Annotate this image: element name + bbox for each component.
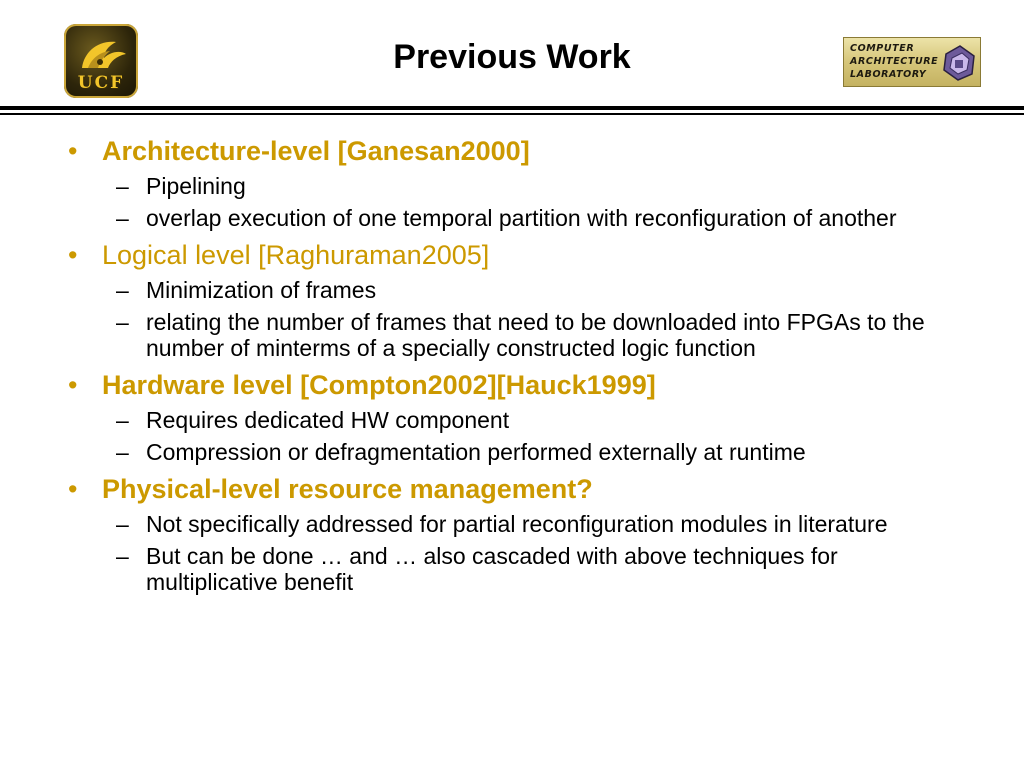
dash-marker: – xyxy=(116,439,129,465)
chip-icon xyxy=(942,44,976,82)
dash-marker: – xyxy=(116,407,129,433)
sub-bullet-text: Compression or defragmentation performed externally at runtime xyxy=(146,439,806,465)
dash-marker: – xyxy=(116,205,129,231)
title-divider-thin xyxy=(0,113,1024,115)
bullet-group xyxy=(0,239,1024,361)
bullet-item xyxy=(0,239,962,271)
page-title: Previous Work xyxy=(393,38,631,76)
sub-bullet-item xyxy=(0,511,946,537)
bullet-group xyxy=(0,135,1024,231)
sub-bullet-item xyxy=(0,277,946,303)
lab-logo xyxy=(843,37,981,87)
dash-marker: – xyxy=(116,511,129,537)
lab-logo-line: COMPUTER xyxy=(850,43,915,54)
bullet-text: Hardware level [Compton2002][Hauck1999] xyxy=(102,370,656,400)
bullet-marker: • xyxy=(68,240,78,270)
bullet-marker: • xyxy=(68,474,78,504)
sub-bullet-item xyxy=(0,439,946,465)
sub-bullet-text: But can be done … and … also cascaded with above techniques for multiplicative benefit xyxy=(146,543,838,595)
sub-bullet-item xyxy=(0,543,946,595)
dash-marker: – xyxy=(116,543,129,569)
sub-bullet-text: Minimization of frames xyxy=(146,277,377,303)
bullet-item xyxy=(0,473,962,505)
title-divider-thick xyxy=(0,106,1024,110)
sub-bullet-item xyxy=(0,205,946,231)
bullet-group xyxy=(0,473,1024,595)
bullet-text: Logical level [Raghuraman2005] xyxy=(102,240,490,270)
lab-logo-line: LABORATORY xyxy=(850,69,927,80)
sub-bullet-item xyxy=(0,407,946,433)
sub-bullet-text: overlap execution of one temporal partition with reconfiguration of another xyxy=(146,205,897,231)
sub-bullet-text: Requires dedicated HW component xyxy=(146,407,510,433)
sub-bullet-text: relating the number of frames that need to be downloaded into FPGAs to the number of minterms of a specially constructed logic function xyxy=(146,309,925,361)
bullet-text: Physical-level resource management? xyxy=(102,474,593,504)
dash-marker: – xyxy=(116,309,129,335)
sub-bullet-text: Not specifically addressed for partial reconfiguration modules in literature xyxy=(146,511,888,537)
dash-marker: – xyxy=(116,277,129,303)
bullet-marker: • xyxy=(68,136,78,166)
bullet-item xyxy=(0,369,962,401)
dash-marker: – xyxy=(116,173,129,199)
sub-bullet-item xyxy=(0,309,946,361)
bullet-text: Architecture-level [Ganesan2000] xyxy=(102,136,530,166)
sub-bullet-item xyxy=(0,173,946,199)
lab-logo-line: ARCHITECTURE xyxy=(850,56,939,67)
bullet-group xyxy=(0,369,1024,465)
slide-body xyxy=(0,135,1024,603)
bullet-marker: • xyxy=(68,370,78,400)
bullet-item xyxy=(0,135,962,167)
sub-bullet-text: Pipelining xyxy=(146,173,246,199)
ucf-logo-text: UCF xyxy=(77,73,125,93)
